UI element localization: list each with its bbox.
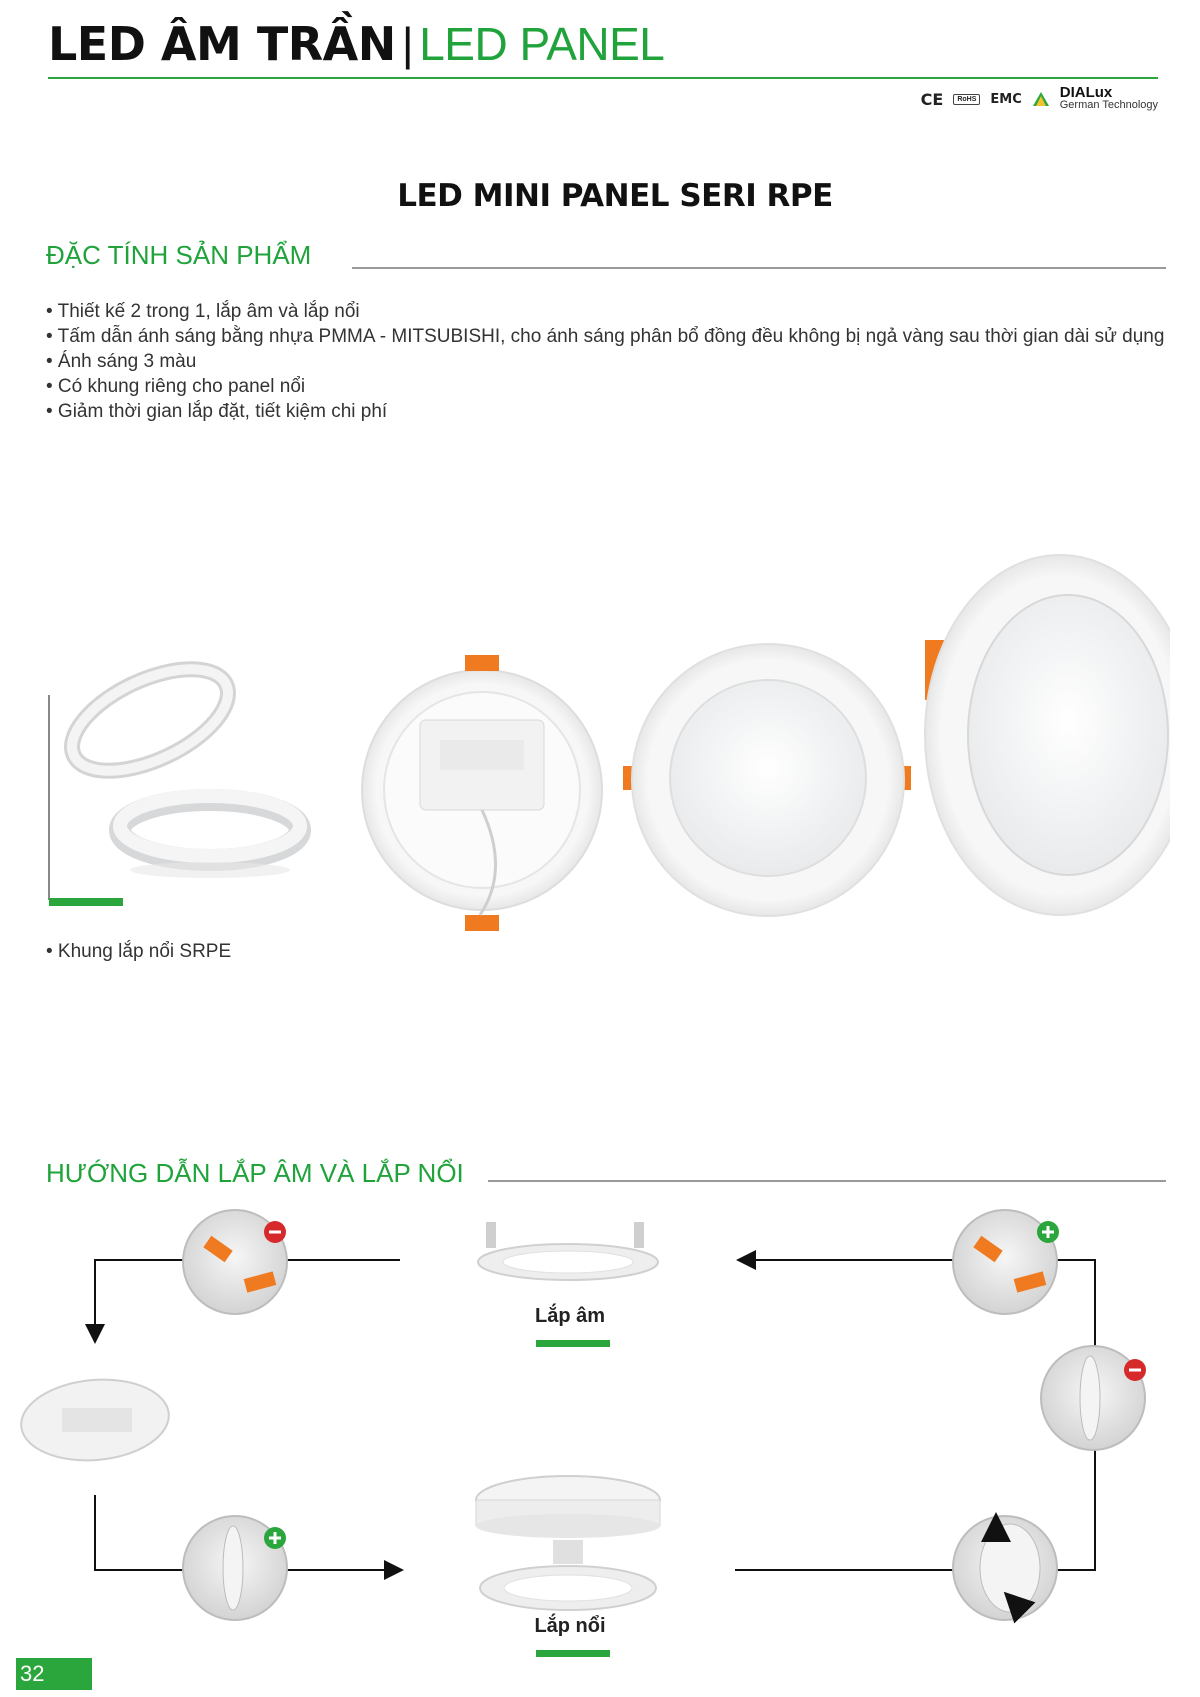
surface-frame-image [49,648,300,906]
recessed-panel-image [478,1222,658,1280]
features-heading: ĐẶC TÍNH SẢN PHẨM [46,240,312,270]
panel-with-frame-image [18,1374,172,1467]
frame-caption: • Khung lắp nổi SRPE [46,941,232,962]
install-heading: HƯỚNG DẪN LẮP ÂM VÀ LẮP NỔI [46,1158,464,1188]
recessed-label: Lắp âm [534,1305,606,1327]
product-series-title: LED MINI PANEL SERI RPE [397,178,833,214]
feature-list [46,299,1176,424]
frame-green-bar [49,898,123,906]
dialux-logo [1059,84,1158,111]
page-header-title [48,14,664,74]
feature-item: • Giảm thời gian lắp đặt, tiết kiệm chi phí [46,401,388,422]
rohs-badge-icon: RoHS [953,94,980,105]
step-twist-frame-right [953,1516,1057,1620]
features-heading-rule [352,267,1166,269]
feature-item: • Thiết kế 2 trong 1, lắp âm và lắp nổi [46,301,360,322]
feature-item: • Tấm dẫn ánh sáng bằng nhựa PMMA - MITSUBISHI, cho ánh sáng phân bổ đồng đều không bị ngả vàng sau thời gian dài sử dụng [46,326,1165,347]
step-add-springs-right [953,1210,1059,1314]
panel-back-view-image [362,655,602,931]
surface-label: Lắp nổi [534,1615,606,1637]
dialux-subtitle: German Technology [1059,99,1158,111]
header-title-bold: LED ÂM TRẦN [48,17,396,71]
step-remove-springs-left [183,1210,287,1314]
feature-item: • Ánh sáng 3 màu [46,351,197,372]
header-separator: | [401,18,414,70]
surface-label-bar [536,1650,610,1657]
header-title-green: LED PANEL [419,18,665,70]
surface-mounted-panel-image [476,1476,660,1610]
product-gallery [40,520,1170,940]
ce-mark-icon: CE [920,89,944,109]
step-remove-frame-right [1041,1346,1146,1450]
page-number: 32 [16,1658,92,1690]
dialux-name: DIALux [1059,84,1113,101]
installation-diagram [0,1200,1200,1660]
emc-mark-icon: EMC [990,91,1022,107]
panel-front-medium-image [623,644,911,916]
certification-logos [921,84,1158,114]
feature-item: • Có khung riêng cho panel nổi [46,376,306,397]
install-heading-rule [488,1180,1166,1182]
panel-front-large-image [925,555,1170,915]
recessed-label-bar [536,1340,610,1347]
dialux-logo-icon [1032,91,1050,107]
header-divider [48,77,1158,79]
step-attach-frame-left [183,1516,287,1620]
